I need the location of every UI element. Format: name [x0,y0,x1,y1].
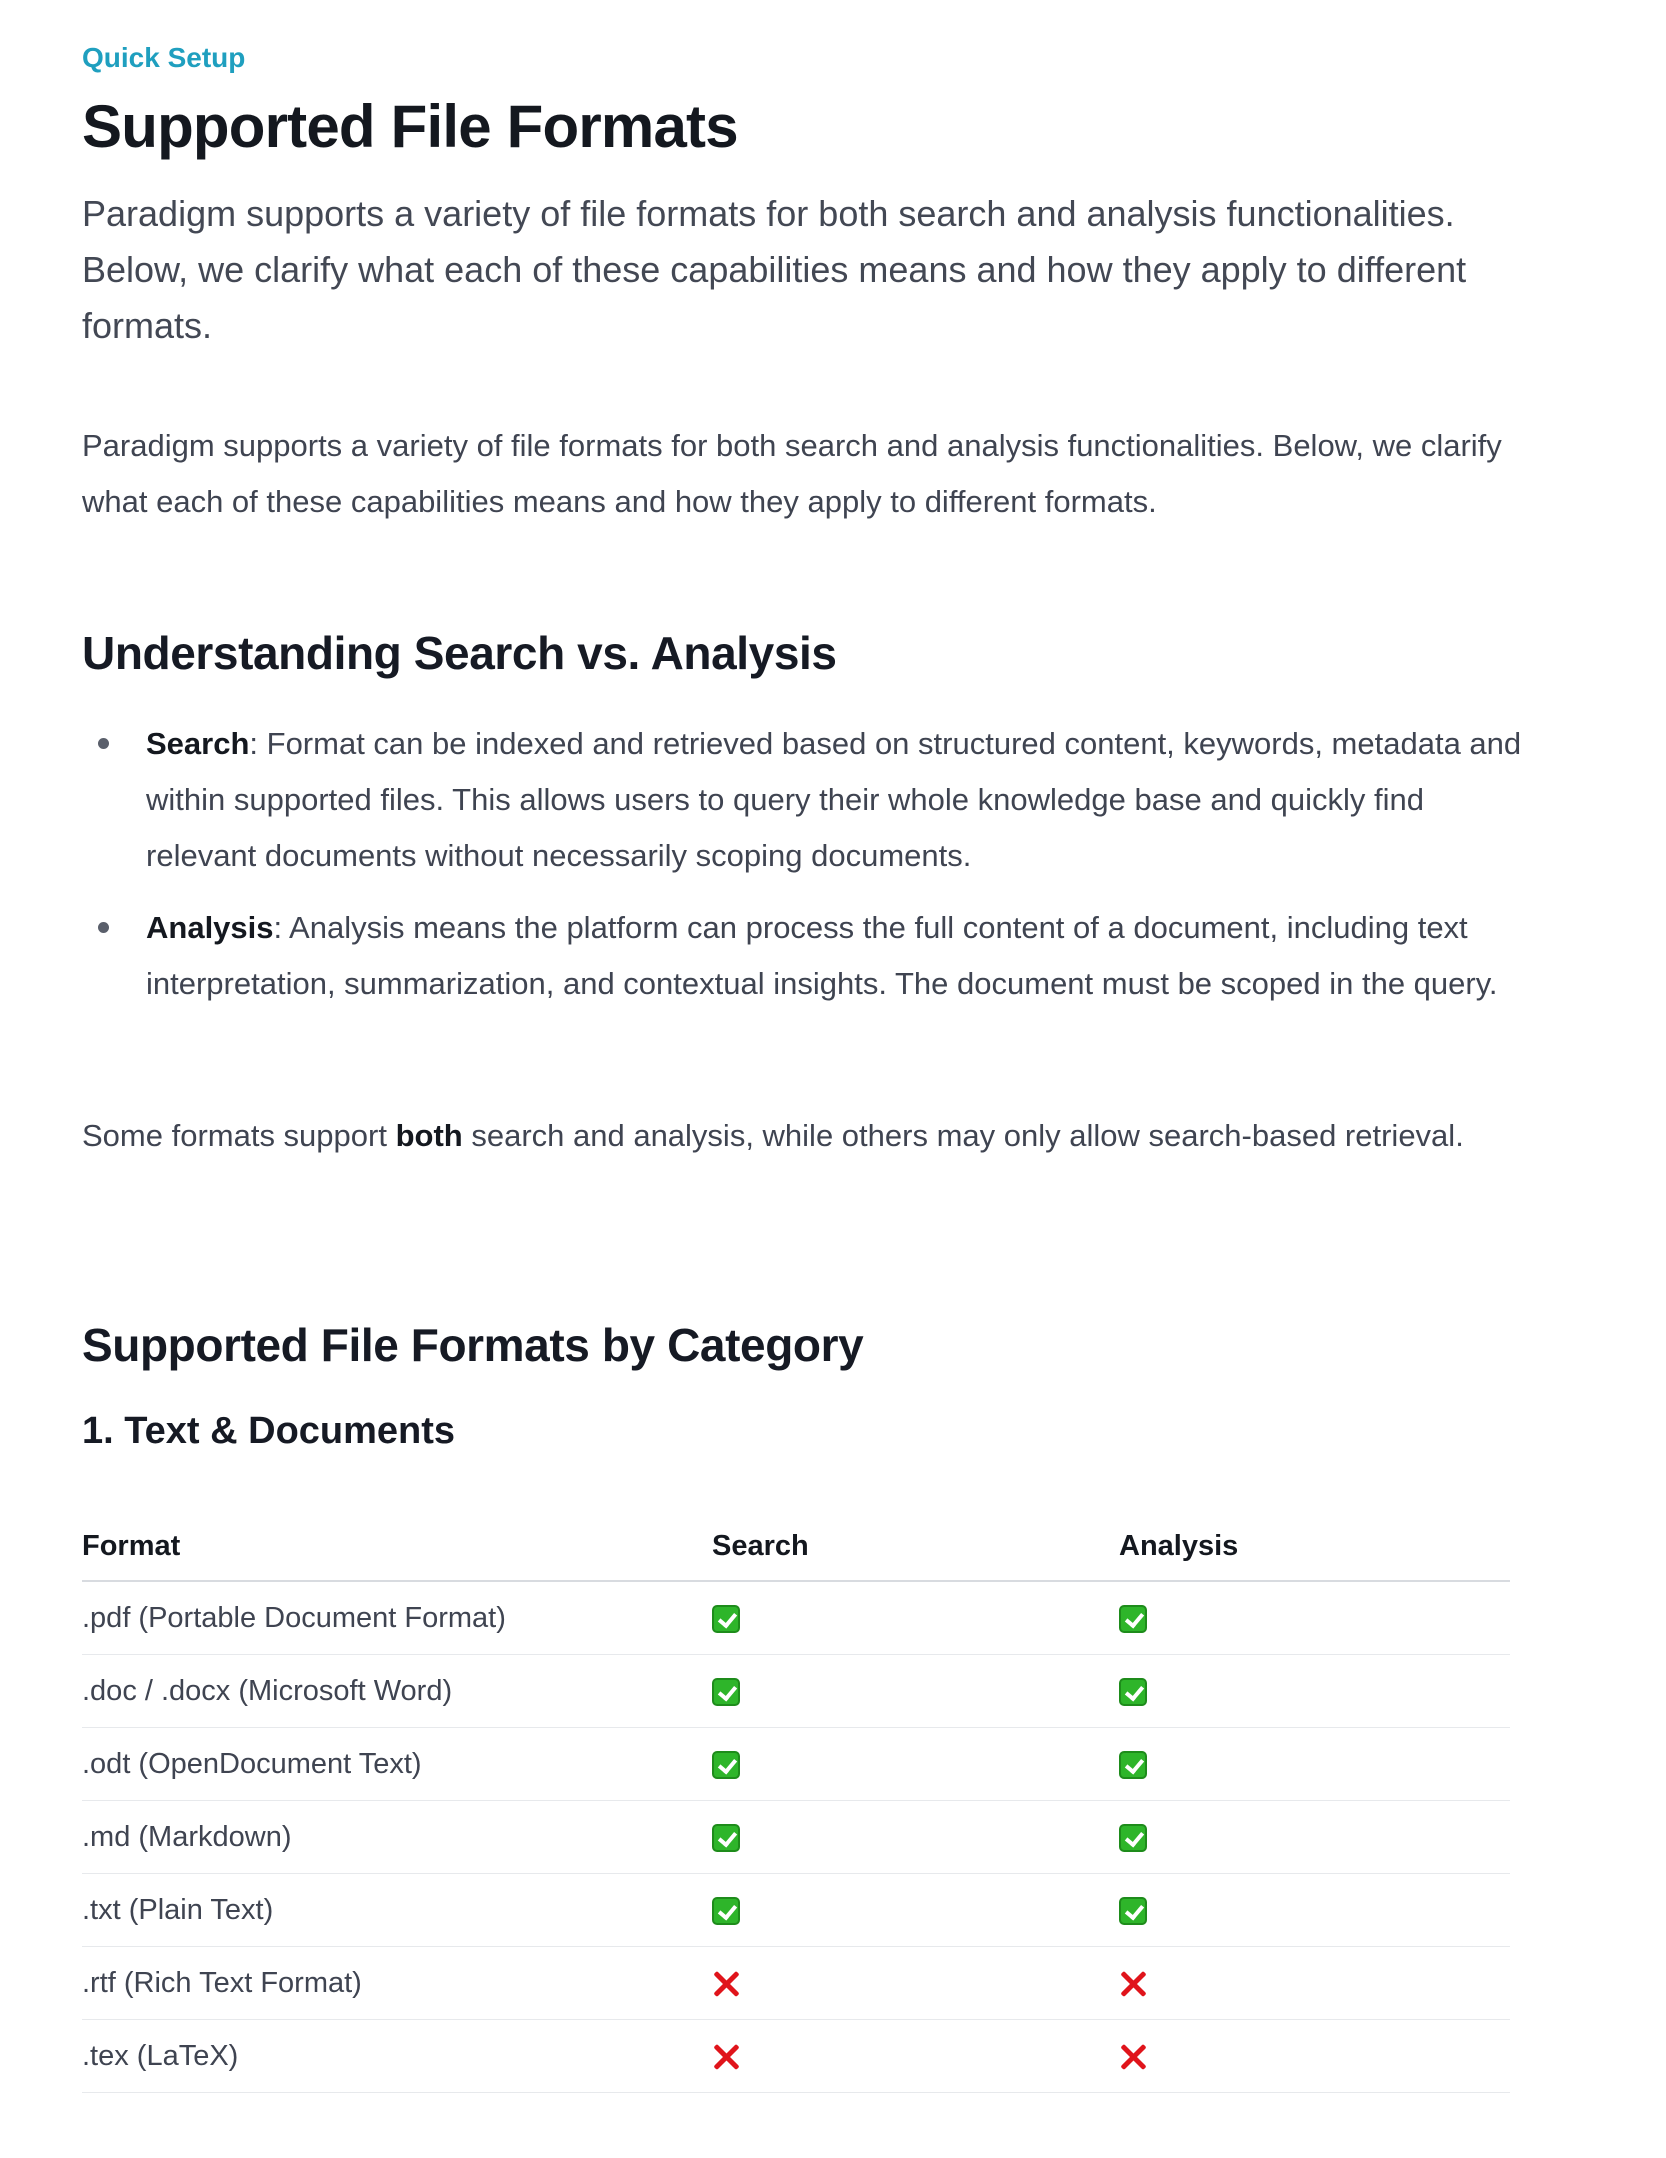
definition-search: : Format can be indexed and retrieved based on structured content, keywords, metadata and within supported files. This allows users to query their whole knowledge base and quickly find relevant documents without necessarily scoping documents. [146,726,1522,873]
analysis-support-cell [1119,1947,1510,2020]
table-row [82,1728,1510,1801]
column-header-format: Format [82,1512,712,1581]
search-support-cell [712,1655,1119,1728]
check-mark-button-icon [1119,1824,1147,1852]
table-header-row [82,1512,1510,1581]
format-cell: .md (Markdown) [82,1801,712,1874]
search-support-cell [712,2020,1119,2093]
search-support-cell [712,1581,1119,1655]
page-title: Supported File Formats [82,93,738,160]
format-cell: .doc / .docx (Microsoft Word) [82,1655,712,1728]
cross-mark-icon [712,2043,740,2071]
definition-analysis: : Analysis means the platform can process the full content of a document, including text interpretation, summarization, and contextual insights. The document must be scoped in the query. [146,910,1498,1001]
search-support-cell [712,1947,1119,2020]
search-support-cell [712,1874,1119,1947]
table-row [82,1801,1510,1874]
list-item-search [82,716,1522,884]
analysis-support-cell [1119,1655,1510,1728]
analysis-support-cell [1119,1801,1510,1874]
capabilities-list [82,716,1522,1012]
cross-mark-icon [712,1970,740,1998]
formats-table-body [82,1581,1510,2093]
search-support-cell [712,1728,1119,1801]
check-mark-button-icon [1119,1897,1147,1925]
check-mark-button-icon [712,1605,740,1633]
check-mark-button-icon [712,1751,740,1779]
table-row [82,2020,1510,2093]
heading-text-documents: 1. Text & Documents [82,1410,456,1452]
column-header-analysis: Analysis [1119,1512,1510,1581]
check-mark-button-icon [712,1897,740,1925]
note-text-before: Some formats support [82,1118,396,1153]
format-cell: .pdf (Portable Document Format) [82,1581,712,1655]
format-cell: .odt (OpenDocument Text) [82,1728,712,1801]
heading-understanding: Understanding Search vs. Analysis [82,627,837,679]
table-row [82,1874,1510,1947]
analysis-support-cell [1119,1874,1510,1947]
column-header-search: Search [712,1512,1119,1581]
format-cell: .tex (LaTeX) [82,2020,712,2093]
analysis-support-cell [1119,1581,1510,1655]
check-mark-button-icon [712,1824,740,1852]
search-support-cell [712,1801,1119,1874]
section-eyebrow[interactable]: Quick Setup [82,42,246,73]
check-mark-button-icon [1119,1678,1147,1706]
check-mark-button-icon [1119,1751,1147,1779]
table-row [82,1581,1510,1655]
note-emphasis: both [395,1118,463,1153]
page-description: Paradigm supports a variety of file formats for both search and analysis functionalities. Below, we clarify what each of these capabilities means and how they apply to different formats. [82,193,1467,346]
support-note [82,1108,1522,1164]
list-item-analysis [82,900,1522,1012]
table-row [82,1655,1510,1728]
note-text-after: search and analysis, while others may only allow search-based retrieval. [462,1118,1464,1153]
format-cell: .rtf (Rich Text Format) [82,1947,712,2020]
bullet-icon [98,922,109,933]
heading-formats-by-category: Supported File Formats by Category [82,1319,864,1371]
cross-mark-icon [1119,2043,1147,2071]
check-mark-button-icon [712,1678,740,1706]
check-mark-button-icon [1119,1605,1147,1633]
intro-paragraph: Paradigm supports a variety of file formats for both search and analysis functionalities. Below, we clarify what each of these capabilities means and how they apply to different formats. [82,428,1502,519]
bullet-icon [98,738,109,749]
term-search: Search [146,726,250,761]
analysis-support-cell [1119,1728,1510,1801]
table-row [82,1947,1510,2020]
cross-mark-icon [1119,1970,1147,1998]
formats-table [82,1512,1510,2093]
term-analysis: Analysis [146,910,274,945]
analysis-support-cell [1119,2020,1510,2093]
format-cell: .txt (Plain Text) [82,1874,712,1947]
